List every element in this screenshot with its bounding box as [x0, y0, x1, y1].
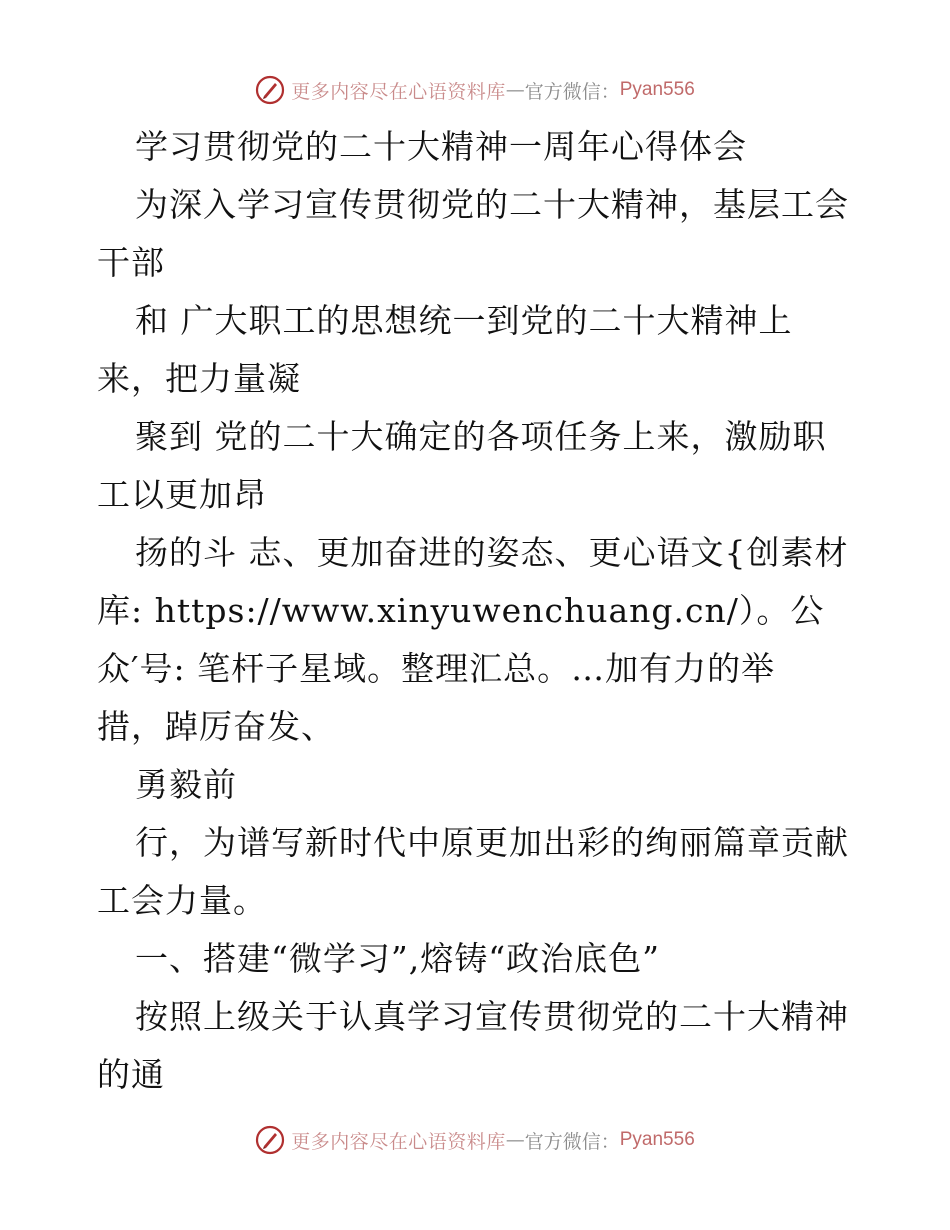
paragraph-line: 来，把力量凝	[97, 359, 301, 398]
banner-separator: —	[505, 1129, 525, 1151]
paragraph-line: 按照上级关于认真学习宣传贯彻党的二十大精神	[135, 997, 849, 1036]
paragraph-line: 工以更加昂	[97, 475, 267, 514]
document-title: 学习贯彻党的二十大精神一周年心得体会	[135, 127, 747, 166]
header-banner	[0, 70, 950, 110]
wechat-id: Pyan556	[619, 1129, 695, 1150]
paragraph-line: 的通	[97, 1055, 165, 1094]
paragraph-line: 行，为谱写新时代中原更加出彩的绚丽篇章贡献	[135, 823, 849, 862]
banner-title: 更多内容尽在心语资料库	[291, 1130, 506, 1153]
wechat-label: 官方微信：	[524, 1130, 620, 1153]
paragraph-line: 勇毅前	[135, 765, 237, 804]
wechat-label: 官方微信：	[524, 80, 620, 103]
wechat-id: Pyan556	[619, 79, 695, 100]
feather-pen-logo-icon	[255, 1125, 285, 1155]
paragraph-line: 干部	[97, 243, 165, 282]
banner-title: 更多内容尽在心语资料库	[291, 80, 506, 103]
feather-pen-logo-icon	[255, 75, 285, 105]
paragraph-line: 为深入学习宣传贯彻党的二十大精神，基层工会	[135, 185, 849, 224]
paragraph-line: 聚到 党的二十大确定的各项任务上来，激励职	[135, 417, 827, 456]
banner-separator: —	[505, 79, 525, 101]
paragraph-line: 扬的斗 志、更加奋进的姿态、更心语文{创素材	[135, 533, 849, 572]
paragraph-line: 众′号: 笔杆子星域。整理汇总。…加有力的举	[97, 649, 776, 688]
paragraph-line: 工会力量。	[97, 881, 267, 920]
paragraph-line: 措，踔厉奋发、	[97, 707, 335, 746]
section-heading: 一、搭建“微学习”,熔铸“政治底色”	[135, 939, 660, 978]
paragraph-line-url: 库: https://www.xinyuwenchuang.cn/）。公	[97, 591, 825, 630]
paragraph-line: 和 广大职工的思想统一到党的二十大精神上	[135, 301, 793, 340]
footer-banner	[0, 1120, 950, 1160]
